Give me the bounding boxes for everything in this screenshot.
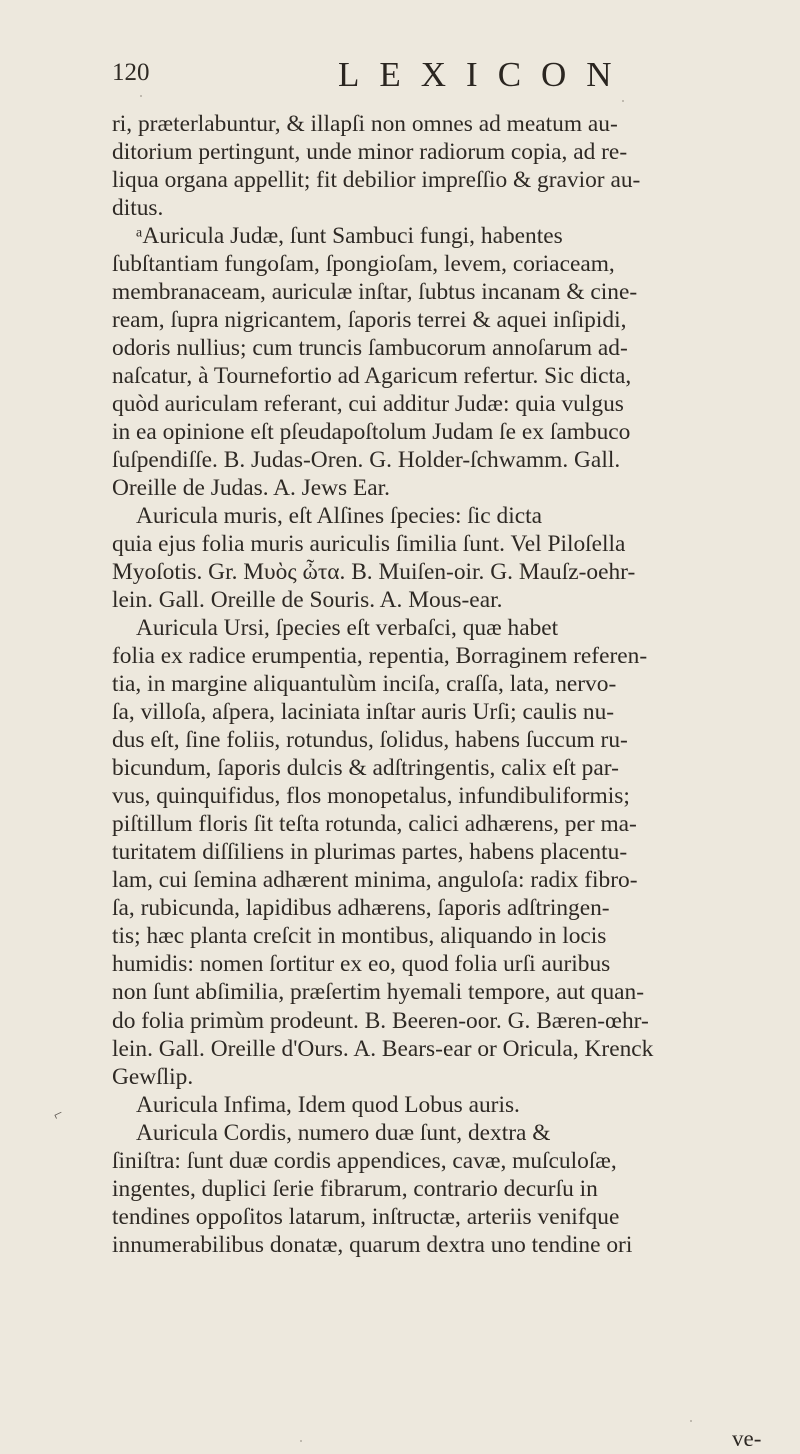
text-line: ditorium pertingunt, unde minor radiorum copia, ad re- bbox=[112, 139, 628, 166]
text-line: ream, ſupra nigricantem, ſaporis terrei & aquei inſipidi, bbox=[112, 307, 627, 334]
paper-speck bbox=[622, 100, 624, 102]
text-line: ſuſpendiſſe. B. Judas-Oren. G. Holder-ſchwamm. Gall. bbox=[112, 447, 621, 474]
text-line: ſa, villoſa, aſpera, laciniata inſtar auris Urſi; caulis nu- bbox=[112, 699, 615, 726]
page-number: 120 bbox=[112, 59, 150, 86]
text-line: quòd auriculam referant, cui additur Judæ: quia vulgus bbox=[112, 391, 624, 418]
paper-speck bbox=[140, 95, 142, 97]
entry-auricula-judae: ᵃAuricula Judæ, ſunt Sambuci fungi, habentes bbox=[136, 223, 563, 250]
text-line: lein. Gall. Oreille d'Ours. A. Bears-ear or Oricula, Krenck bbox=[112, 1035, 654, 1062]
body-text bbox=[112, 110, 787, 1430]
text-line: ſubſtantiam fungoſam, ſpongioſam, levem, coriaceam, bbox=[112, 251, 615, 278]
text-line: Gewſlip. bbox=[112, 1063, 194, 1090]
text-line: humidis: nomen ſortitur ex eo, quod folia urſi auribus bbox=[112, 951, 611, 978]
text-line: tis; hæc planta creſcit in montibus, aliquando in locis bbox=[112, 923, 607, 950]
paper-speck bbox=[690, 1420, 692, 1422]
text-line: vus, quinquifidus, flos monopetalus, infundibuliformis; bbox=[112, 783, 630, 810]
text-line: odoris nullius; cum truncis ſambucorum annoſarum ad- bbox=[112, 335, 628, 362]
text-line: bicundum, ſaporis dulcis & adſtringentis, calix eſt par- bbox=[112, 755, 619, 782]
text-line: ſiniſtra: ſunt duæ cordis appendices, cavæ, muſculoſæ, bbox=[112, 1147, 617, 1174]
paper-speck bbox=[300, 1440, 302, 1442]
text-line: turitatem diſſiliens in plurimas partes, habens placentu- bbox=[112, 839, 628, 866]
text-line: quia ejus folia muris auriculis ſimilia ſunt. Vel Piloſella bbox=[112, 531, 626, 558]
text-line: tendines oppoſitos latarum, inſtructæ, arteriis venifque bbox=[112, 1203, 620, 1230]
text-line: innumerabilibus donatæ, quarum dextra uno tendine ori bbox=[112, 1231, 633, 1258]
text-line: folia ex radice erumpentia, repentia, Borraginem referen- bbox=[112, 643, 648, 670]
text-line: do folia primùm prodeunt. B. Beeren-oor. G. Bæren-œhr- bbox=[112, 1007, 649, 1034]
entry-auricula-cordis: Auricula Cordis, numero duæ ſunt, dextra & bbox=[136, 1119, 551, 1146]
entry-auricula-infima: Auricula Infima, Idem quod Lobus auris. bbox=[136, 1091, 520, 1118]
text-line: lam, cui ſemina adhærent minima, anguloſa: radix fibro- bbox=[112, 867, 638, 894]
text-line: membranaceam, auriculæ inſtar, ſubtus incanam & cine- bbox=[112, 279, 638, 306]
text-line: ſa, rubicunda, lapidibus adhærens, ſaporis adſtringen- bbox=[112, 895, 610, 922]
text-line: liqua organa appellit; fit debilior impreſſio & gravior au- bbox=[112, 167, 641, 194]
catchword: ve- bbox=[732, 1426, 762, 1451]
text-line: ri, præterlabuntur, & illapſi non omnes ad meatum au- bbox=[112, 111, 618, 137]
text-line: non ſunt abſimilia, præſertim hyemali tempore, aut quan- bbox=[112, 979, 645, 1006]
margin-mark: ⌐ bbox=[50, 1104, 66, 1125]
text-line: ditus. bbox=[112, 195, 164, 222]
page-header bbox=[112, 55, 712, 99]
text-line: Myoſotis. Gr. Μυὸς ὦτα. B. Muiſen-oir. G. Mauſz-oehr- bbox=[112, 559, 636, 586]
entry-auricula-ursi: Auricula Ursi, ſpecies eſt verbaſci, quæ habet bbox=[136, 615, 559, 642]
running-title: LEXICON bbox=[338, 55, 632, 94]
text-line: naſcatur, à Tournefortio ad Agaricum refertur. Sic dicta, bbox=[112, 363, 632, 390]
text-line: Oreille de Judas. A. Jews Ear. bbox=[112, 475, 391, 502]
text-line: tia, in margine aliquantulùm inciſa, craſſa, lata, nervo- bbox=[112, 671, 617, 698]
text-line: piſtillum floris ſit teſta rotunda, calici adhærens, per ma- bbox=[112, 811, 637, 838]
text-line: dus eſt, ſine foliis, rotundus, ſolidus, habens ſuccum ru- bbox=[112, 727, 628, 754]
text-line: ingentes, duplici ſerie fibrarum, contrario decurſu in bbox=[112, 1175, 598, 1202]
text-line: in ea opinione eſt pſeudapoſtolum Judam ſe ex ſambuco bbox=[112, 419, 631, 446]
entry-auricula-muris: Auricula muris, eſt Alſines ſpecies: ſic dicta bbox=[136, 503, 542, 530]
text-line: lein. Gall. Oreille de Souris. A. Mous-ear. bbox=[112, 587, 503, 614]
